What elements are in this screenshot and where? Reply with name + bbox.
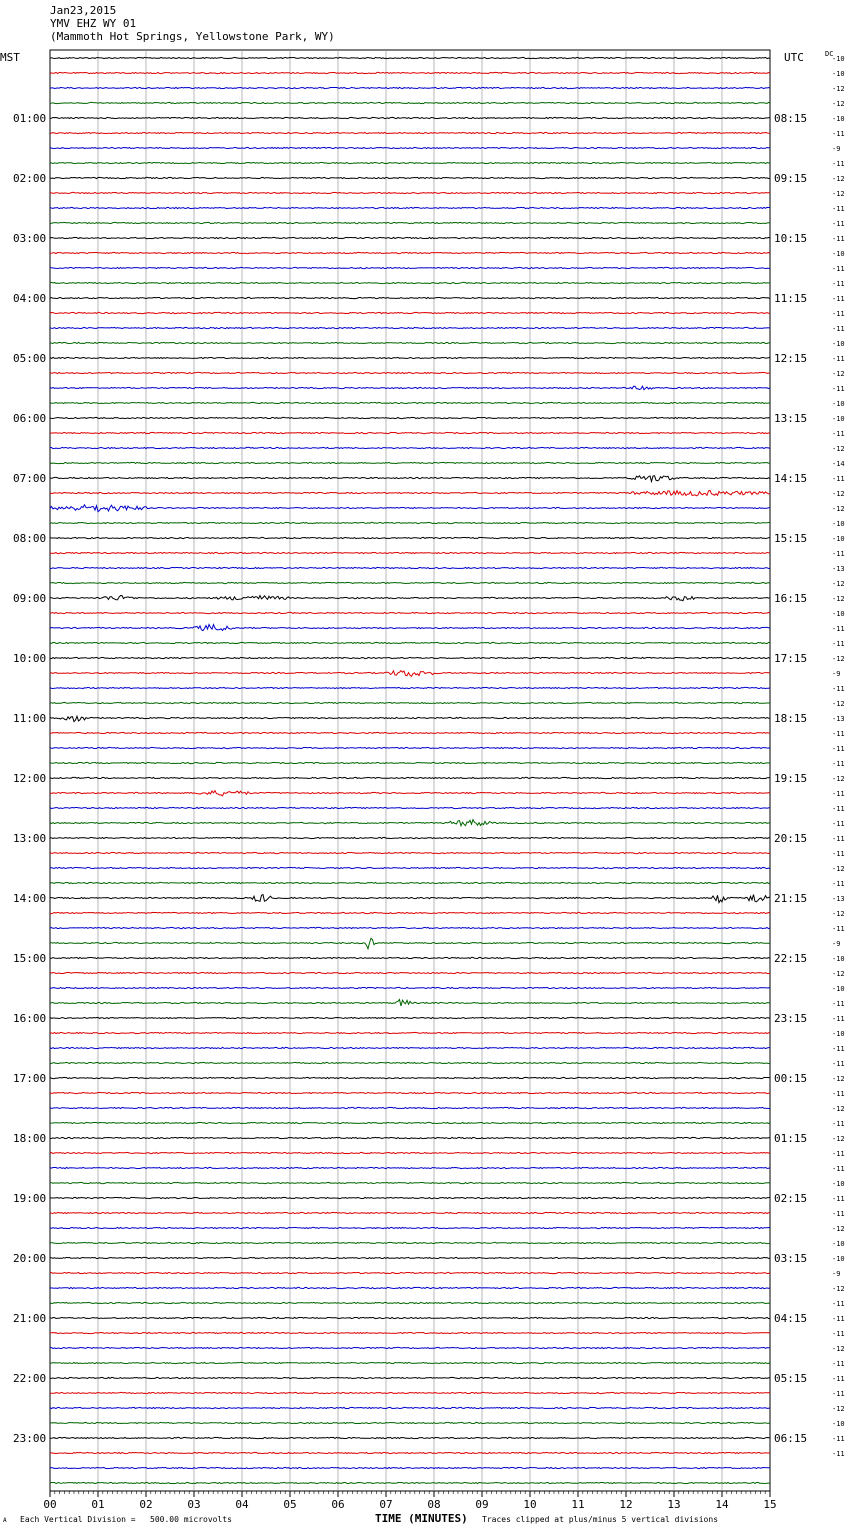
dc-offset-label: -10 xyxy=(832,1255,845,1263)
seismic-trace xyxy=(50,282,770,283)
x-tick-label: 15 xyxy=(763,1498,777,1511)
seismic-trace xyxy=(50,1122,770,1123)
utc-hour-label: 23:15 xyxy=(774,1012,808,1025)
dc-offset-label: -10 xyxy=(832,340,845,348)
dc-offset-label: -12 xyxy=(832,370,845,378)
dc-offset-label: -12 xyxy=(832,1285,845,1293)
mst-hour-label: 09:00 xyxy=(13,592,47,605)
mst-hour-label: 11:00 xyxy=(13,712,47,725)
dc-offset-label: -12 xyxy=(832,1075,845,1083)
dc-offset-label: -11 xyxy=(832,1210,845,1218)
dc-offset-label: -12 xyxy=(832,910,845,918)
scale-note: Each Vertical Division = 500.00 microvolts xyxy=(20,1515,232,1524)
seismic-trace xyxy=(50,791,770,796)
utc-hour-label: 17:15 xyxy=(774,652,808,665)
seismic-trace xyxy=(50,567,770,568)
mst-hour-label: 23:00 xyxy=(13,1432,47,1445)
seismic-trace xyxy=(50,267,770,268)
dc-offset-label: -10 xyxy=(832,985,845,993)
mst-hour-labels xyxy=(13,112,46,1445)
dc-offset-label: -11 xyxy=(832,1195,845,1203)
seismic-trace xyxy=(50,357,770,358)
dc-offset-label: -12 xyxy=(832,1405,845,1413)
dc-offset-label: -11 xyxy=(832,625,845,633)
seismic-trace xyxy=(50,476,770,482)
x-tick-label: 14 xyxy=(715,1498,729,1511)
seismic-trace xyxy=(50,552,770,553)
mst-hour-label: 21:00 xyxy=(13,1312,47,1325)
dc-offset-label: -11 xyxy=(832,235,845,243)
utc-hour-label: 06:15 xyxy=(774,1432,808,1445)
seismic-trace xyxy=(50,1017,770,1018)
dc-offset-label: -11 xyxy=(832,1165,845,1173)
dc-offset-label: -11 xyxy=(832,295,845,303)
seismic-trace xyxy=(50,642,770,643)
dc-offset-label: -11 xyxy=(832,475,845,483)
utc-hour-label: 13:15 xyxy=(774,412,808,425)
seismic-trace xyxy=(50,87,770,88)
x-tick-label: 06 xyxy=(331,1498,345,1511)
dc-offset-label: -11 xyxy=(832,685,845,693)
seismic-trace xyxy=(50,386,770,390)
mst-hour-label: 03:00 xyxy=(13,232,47,245)
seismic-trace xyxy=(50,671,770,677)
seismic-trace xyxy=(50,490,770,495)
seismic-trace xyxy=(50,1242,770,1243)
mst-hour-label: 14:00 xyxy=(13,892,47,905)
dc-offset-label: -10 xyxy=(832,610,845,618)
mst-hour-label: 13:00 xyxy=(13,832,47,845)
seismic-trace xyxy=(50,222,770,223)
dc-offset-label: -11 xyxy=(832,790,845,798)
seismic-trace xyxy=(50,462,770,463)
seismic-trace xyxy=(50,820,770,826)
seismic-trace xyxy=(50,342,770,343)
seismic-trace xyxy=(50,938,770,948)
dc-offset-label: -11 xyxy=(832,730,845,738)
seismic-trace xyxy=(50,852,770,853)
dc-offset-label: -12 xyxy=(832,190,845,198)
seismic-trace xyxy=(50,117,770,118)
utc-hour-label: 01:15 xyxy=(774,1132,808,1145)
utc-hour-label: 12:15 xyxy=(774,352,808,365)
dc-offset-label: -12 xyxy=(832,1345,845,1353)
mst-hour-label: 07:00 xyxy=(13,472,47,485)
seismic-trace xyxy=(50,762,770,763)
mst-hour-label: 06:00 xyxy=(13,412,47,425)
mst-hour-label: 08:00 xyxy=(13,532,47,545)
dc-offset-label: -11 xyxy=(832,1015,845,1023)
seismic-trace xyxy=(50,1092,770,1093)
seismic-trace xyxy=(50,447,770,448)
seismic-trace xyxy=(50,192,770,193)
utc-hour-label: 16:15 xyxy=(774,592,808,605)
seismic-trace xyxy=(50,1422,770,1423)
dc-offset-label: -11 xyxy=(832,760,845,768)
dc-offset-label: -11 xyxy=(832,1360,845,1368)
seismic-trace xyxy=(50,716,770,721)
seismic-trace xyxy=(50,1452,770,1453)
utc-hour-label: 08:15 xyxy=(774,112,808,125)
dc-offset-label: -10 xyxy=(832,1180,845,1188)
dc-offset-label: -9 xyxy=(832,145,841,153)
seismic-trace xyxy=(50,1392,770,1393)
mst-hour-label: 01:00 xyxy=(13,112,47,125)
seismic-trace xyxy=(50,807,770,808)
utc-hour-label: 11:15 xyxy=(774,292,808,305)
dc-offset-label: -11 xyxy=(832,1450,845,1458)
x-axis-ticks xyxy=(43,1491,776,1511)
seismic-trace xyxy=(50,582,770,583)
mst-hour-label: 12:00 xyxy=(13,772,47,785)
dc-offset-label: -12 xyxy=(832,700,845,708)
seismic-trace xyxy=(50,417,770,418)
dc-offset-label: -9 xyxy=(832,940,841,948)
axes xyxy=(0,50,833,64)
seismic-trace xyxy=(50,1467,770,1468)
seismic-trace xyxy=(50,505,770,512)
dc-offset-label: -12 xyxy=(832,865,845,873)
station-location: (Mammoth Hot Springs, Yellowstone Park, WY) xyxy=(50,30,335,43)
x-tick-label: 07 xyxy=(379,1498,393,1511)
mst-hour-label: 17:00 xyxy=(13,1072,47,1085)
x-tick-label: 12 xyxy=(619,1498,633,1511)
dc-offset-label: -11 xyxy=(832,355,845,363)
utc-hour-label: 02:15 xyxy=(774,1192,808,1205)
seismic-trace xyxy=(50,1347,770,1348)
dc-offset-label: -11 xyxy=(832,130,845,138)
seismic-trace xyxy=(50,252,770,253)
x-tick-label: 03 xyxy=(187,1498,201,1511)
seismic-trace xyxy=(50,1377,770,1378)
dc-offset-label: -11 xyxy=(832,325,845,333)
x-tick-label: 00 xyxy=(43,1498,57,1511)
dc-offset-label: -12 xyxy=(832,1135,845,1143)
utc-hour-label: 22:15 xyxy=(774,952,808,965)
dc-offset-label: -11 xyxy=(832,1315,845,1323)
seismic-trace xyxy=(50,432,770,433)
utc-hour-label: 18:15 xyxy=(774,712,808,725)
seismic-trace xyxy=(50,1152,770,1153)
chart-date: Jan23,2015 xyxy=(50,4,117,17)
dc-label: DC xyxy=(825,50,834,58)
x-tick-label: 05 xyxy=(283,1498,297,1511)
dc-offset-label: -11 xyxy=(832,925,845,933)
utc-hour-label: 19:15 xyxy=(774,772,808,785)
dc-offset-label: -12 xyxy=(832,505,845,513)
seismic-trace xyxy=(50,1317,770,1318)
dc-offset-label: -11 xyxy=(832,265,845,273)
dc-offset-label: -11 xyxy=(832,1375,845,1383)
dc-offset-label: -12 xyxy=(832,1225,845,1233)
seismic-trace xyxy=(50,1482,770,1483)
utc-hour-label: 20:15 xyxy=(774,832,808,845)
dc-offset-label: -12 xyxy=(832,85,845,93)
seismic-trace xyxy=(50,1257,770,1258)
seismic-trace xyxy=(50,1272,770,1273)
seismic-trace xyxy=(50,1032,770,1033)
dc-offset-label: -11 xyxy=(832,805,845,813)
seismic-trace xyxy=(50,957,770,958)
seismic-trace xyxy=(50,1077,770,1078)
dc-offset-label: -11 xyxy=(832,280,845,288)
seismic-trace xyxy=(50,625,770,631)
utc-hour-label: 04:15 xyxy=(774,1312,808,1325)
utc-hour-label: 10:15 xyxy=(774,232,808,245)
utc-hour-label: 05:15 xyxy=(774,1372,808,1385)
dc-offset-label: -13 xyxy=(832,715,845,723)
dc-offset-label: -12 xyxy=(832,175,845,183)
dc-offset-label: -10 xyxy=(832,1420,845,1428)
dc-offset-label: -11 xyxy=(832,745,845,753)
dc-offset-label: -11 xyxy=(832,1045,845,1053)
seismic-trace xyxy=(50,702,770,703)
seismic-traces xyxy=(50,57,770,1483)
dc-offset-label: -13 xyxy=(832,895,845,903)
seismic-trace xyxy=(50,972,770,973)
plot-frame xyxy=(50,50,770,1491)
seismic-trace xyxy=(50,312,770,313)
dc-offset-label: -10 xyxy=(832,955,845,963)
dc-offset-label: -10 xyxy=(832,535,845,543)
seismic-trace xyxy=(50,987,770,988)
mst-hour-label: 05:00 xyxy=(13,352,47,365)
dc-offset-label: -13 xyxy=(832,565,845,573)
utc-hour-label: 21:15 xyxy=(774,892,808,905)
seismic-trace xyxy=(50,1137,770,1138)
seismic-trace xyxy=(50,1362,770,1363)
seismic-trace xyxy=(50,537,770,538)
clip-note: Traces clipped at plus/minus 5 vertical divisions xyxy=(482,1515,719,1524)
mst-hour-label: 10:00 xyxy=(13,652,47,665)
seismic-trace xyxy=(50,372,770,373)
seismic-trace xyxy=(50,522,770,523)
x-axis-label: TIME (MINUTES) xyxy=(375,1512,468,1525)
dc-offset-label: -12 xyxy=(832,100,845,108)
dc-offset-label: -11 xyxy=(832,1000,845,1008)
x-tick-label: 11 xyxy=(571,1498,585,1511)
dc-offset-label: -11 xyxy=(832,430,845,438)
seismic-trace xyxy=(50,657,770,658)
mst-hour-label: 22:00 xyxy=(13,1372,47,1385)
utc-hour-label: 14:15 xyxy=(774,472,808,485)
dc-offset-label: -11 xyxy=(832,160,845,168)
dc-offset-label: -11 xyxy=(832,835,845,843)
seismic-trace xyxy=(50,297,770,298)
seismic-trace xyxy=(50,732,770,733)
corner-mark: A xyxy=(3,1517,7,1524)
seismic-trace xyxy=(50,1332,770,1333)
mst-hour-label: 04:00 xyxy=(13,292,47,305)
dc-offset-label: -12 xyxy=(832,595,845,603)
dc-offset-labels xyxy=(832,55,845,1458)
seismic-trace xyxy=(50,177,770,178)
dc-offset-label: -10 xyxy=(832,55,845,63)
dc-offset-label: -12 xyxy=(832,490,845,498)
x-tick-label: 13 xyxy=(667,1498,681,1511)
seismic-trace xyxy=(50,1212,770,1213)
seismic-trace xyxy=(50,327,770,328)
seismic-trace xyxy=(50,72,770,73)
seismic-trace xyxy=(50,1302,770,1303)
dc-offset-label: -12 xyxy=(832,970,845,978)
seismic-trace xyxy=(50,102,770,103)
seismic-trace xyxy=(50,1197,770,1198)
dc-offset-label: -11 xyxy=(832,640,845,648)
seismic-trace xyxy=(50,912,770,913)
station-code: YMV EHZ WY 01 xyxy=(50,17,137,30)
seismic-trace xyxy=(50,867,770,868)
seismic-trace xyxy=(50,1167,770,1168)
time-grid xyxy=(50,50,770,1491)
seismic-trace xyxy=(50,747,770,748)
seismic-trace xyxy=(50,612,770,613)
dc-offset-label: -11 xyxy=(832,1090,845,1098)
dc-offset-label: -10 xyxy=(832,70,845,78)
seismic-trace xyxy=(50,1437,770,1438)
utc-hour-label: 15:15 xyxy=(774,532,808,545)
mst-hour-label: 16:00 xyxy=(13,1012,47,1025)
dc-offset-label: -10 xyxy=(832,250,845,258)
dc-offset-label: -9 xyxy=(832,1270,841,1278)
seismic-trace xyxy=(50,237,770,238)
dc-offset-label: -11 xyxy=(832,1150,845,1158)
seismic-trace xyxy=(50,1407,770,1408)
x-tick-label: 08 xyxy=(427,1498,441,1511)
dc-offset-label: -12 xyxy=(832,1105,845,1113)
dc-offset-label: -12 xyxy=(832,580,845,588)
mst-axis-label: MST xyxy=(0,51,20,64)
seismic-trace xyxy=(50,57,770,58)
dc-offset-label: -14 xyxy=(832,460,845,468)
seismic-trace xyxy=(50,1062,770,1063)
seismic-trace xyxy=(50,162,770,163)
dc-offset-label: -10 xyxy=(832,115,845,123)
dc-offset-label: -12 xyxy=(832,445,845,453)
seismic-trace xyxy=(50,777,770,778)
seismic-trace xyxy=(50,1047,770,1048)
seismic-trace xyxy=(50,147,770,148)
mst-hour-label: 15:00 xyxy=(13,952,47,965)
dc-offset-label: -12 xyxy=(832,655,845,663)
dc-offset-label: -12 xyxy=(832,775,845,783)
dc-offset-label: -11 xyxy=(832,1435,845,1443)
seismic-trace xyxy=(50,132,770,133)
x-tick-label: 02 xyxy=(139,1498,153,1511)
dc-offset-label: -11 xyxy=(832,1330,845,1338)
mst-hour-label: 18:00 xyxy=(13,1132,47,1145)
x-tick-label: 09 xyxy=(475,1498,489,1511)
dc-offset-label: -11 xyxy=(832,820,845,828)
seismic-trace xyxy=(50,1000,770,1007)
seismic-trace xyxy=(50,895,770,903)
x-tick-label: 01 xyxy=(91,1498,105,1511)
dc-offset-label: -10 xyxy=(832,1240,845,1248)
mst-hour-label: 20:00 xyxy=(13,1252,47,1265)
utc-axis-label: UTC xyxy=(784,51,804,64)
seismic-trace xyxy=(50,1107,770,1108)
seismic-trace xyxy=(50,837,770,838)
dc-offset-label: -11 xyxy=(832,1060,845,1068)
dc-offset-label: -11 xyxy=(832,1390,845,1398)
dc-offset-label: -11 xyxy=(832,880,845,888)
seismic-trace xyxy=(50,927,770,928)
dc-offset-label: -11 xyxy=(832,1120,845,1128)
utc-hour-labels xyxy=(774,112,807,1445)
dc-offset-label: -11 xyxy=(832,220,845,228)
dc-offset-label: -11 xyxy=(832,310,845,318)
dc-offset-label: -10 xyxy=(832,415,845,423)
dc-offset-label: -9 xyxy=(832,670,841,678)
dc-offset-label: -11 xyxy=(832,1300,845,1308)
dc-offset-label: -11 xyxy=(832,550,845,558)
x-tick-label: 10 xyxy=(523,1498,537,1511)
seismic-trace xyxy=(50,402,770,403)
dc-offset-label: -11 xyxy=(832,385,845,393)
mst-hour-label: 19:00 xyxy=(13,1192,47,1205)
dc-offset-label: -10 xyxy=(832,1030,845,1038)
utc-hour-label: 03:15 xyxy=(774,1252,808,1265)
seismic-trace xyxy=(50,882,770,883)
x-tick-label: 04 xyxy=(235,1498,249,1511)
seismic-trace xyxy=(50,687,770,688)
seismic-trace xyxy=(50,596,770,601)
seismic-trace xyxy=(50,207,770,208)
seismic-trace xyxy=(50,1182,770,1183)
utc-hour-label: 00:15 xyxy=(774,1072,808,1085)
mst-hour-label: 02:00 xyxy=(13,172,47,185)
dc-offset-label: -11 xyxy=(832,205,845,213)
seismic-trace xyxy=(50,1287,770,1288)
dc-offset-label: -11 xyxy=(832,850,845,858)
seismic-trace xyxy=(50,1227,770,1228)
dc-offset-label: -10 xyxy=(832,520,845,528)
dc-offset-label: -10 xyxy=(832,400,845,408)
utc-hour-label: 09:15 xyxy=(774,172,808,185)
